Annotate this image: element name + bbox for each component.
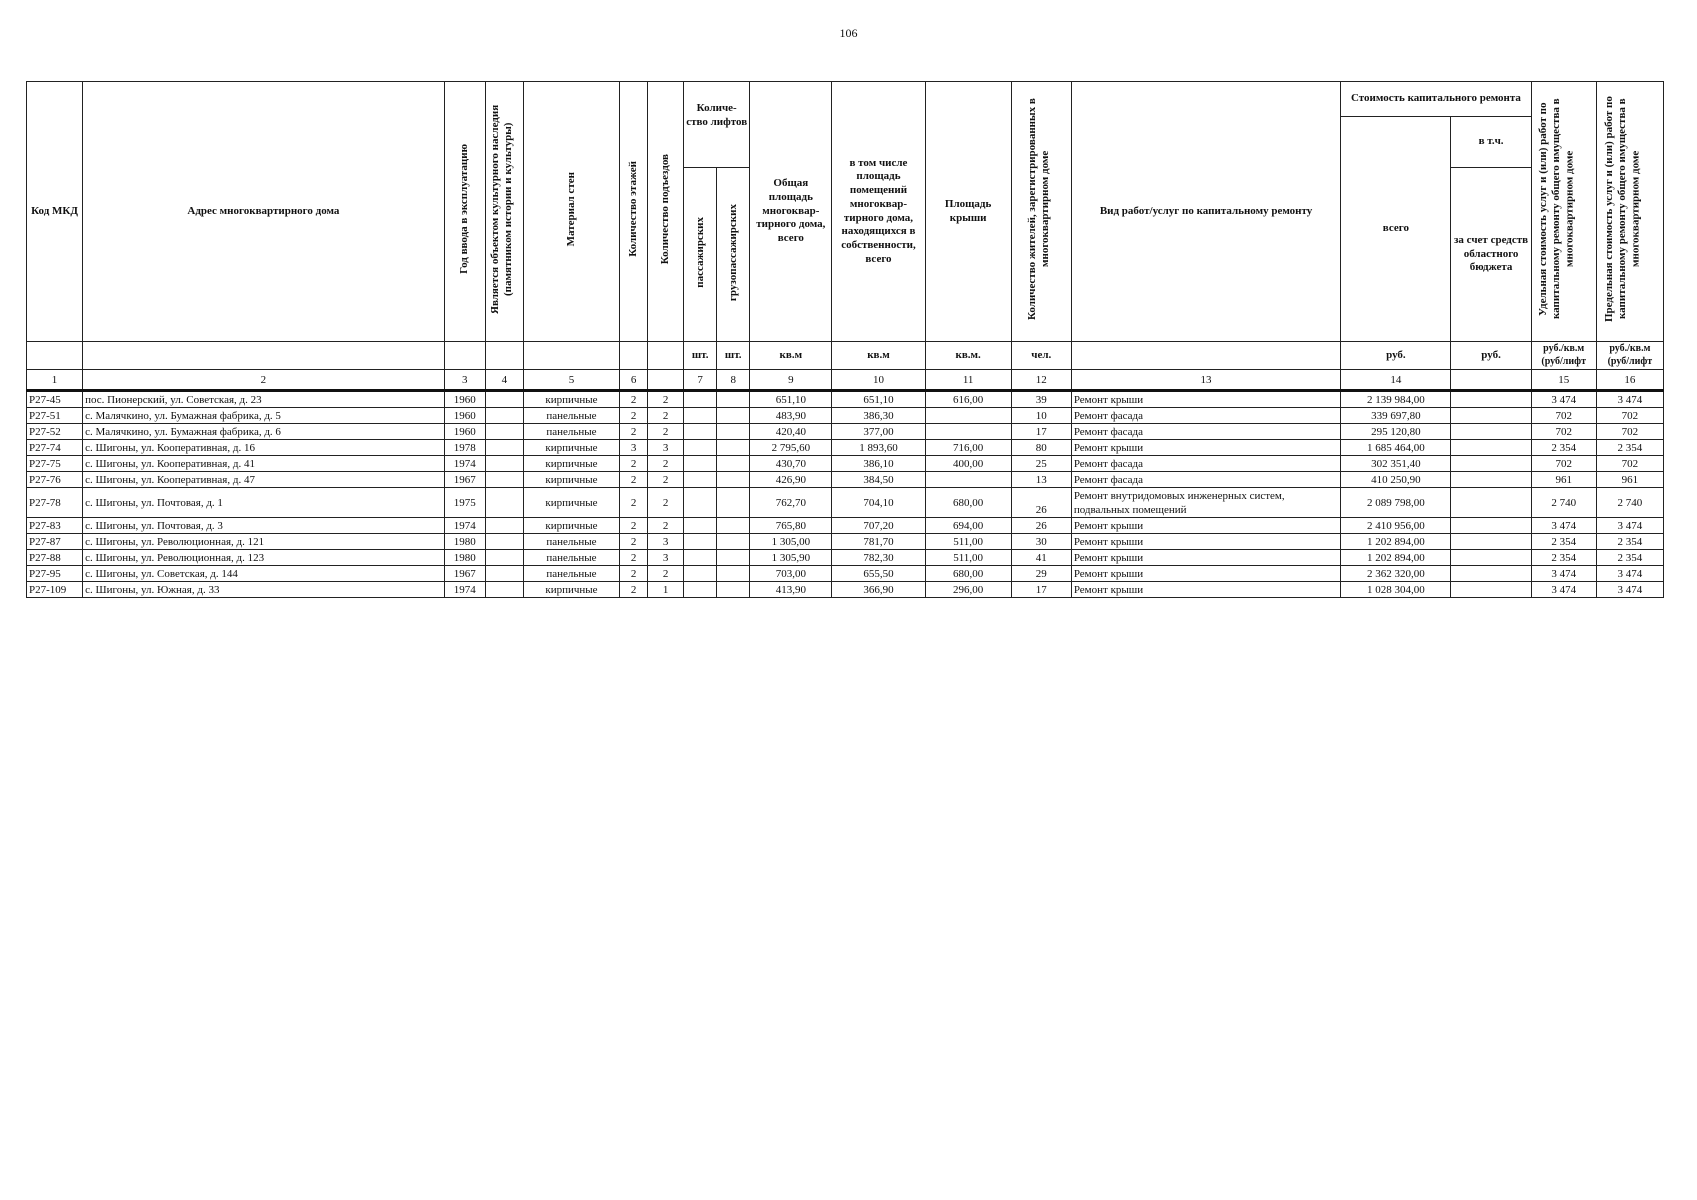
work-type-cell: Ремонт фасада bbox=[1071, 424, 1340, 440]
unit-cost-cell: 3 474 bbox=[1531, 566, 1596, 582]
floors-cell: 2 bbox=[620, 424, 648, 440]
column-number: 3 bbox=[444, 370, 485, 391]
header-lifts: Количе-ство лифтов bbox=[684, 82, 750, 168]
table-body bbox=[27, 391, 1664, 598]
walls-cell: кирпичные bbox=[523, 488, 619, 518]
column-number: 11 bbox=[925, 370, 1011, 391]
max-cost-cell: 3 474 bbox=[1596, 391, 1663, 408]
walls-cell: кирпичные bbox=[523, 440, 619, 456]
code-cell: Р27-45 bbox=[27, 391, 83, 408]
header-entrances: Количество подъездов bbox=[659, 154, 672, 265]
cost-regional-cell bbox=[1451, 408, 1531, 424]
total-area-cell: 762,70 bbox=[750, 488, 832, 518]
header-unit-cost: Удельная стоимость услуг и (или) работ по капитальному ремонту общего имущества в многоквартирном доме bbox=[1536, 98, 1576, 320]
roof-area-cell: 680,00 bbox=[925, 566, 1011, 582]
year-cell: 1974 bbox=[444, 582, 485, 598]
cost-cell: 302 351,40 bbox=[1341, 456, 1451, 472]
heritage-cell bbox=[485, 582, 523, 598]
header-floors: Количество этажей bbox=[626, 161, 639, 257]
owned-area-cell: 655,50 bbox=[832, 566, 925, 582]
year-cell: 1960 bbox=[444, 408, 485, 424]
code-cell: Р27-83 bbox=[27, 518, 83, 534]
column-number: 2 bbox=[83, 370, 445, 391]
unit-cost-cell: 702 bbox=[1531, 456, 1596, 472]
cost-regional-cell bbox=[1451, 534, 1531, 550]
column-number: 7 bbox=[684, 370, 717, 391]
table-row bbox=[27, 391, 1664, 408]
walls-cell: кирпичные bbox=[523, 472, 619, 488]
entrances-cell: 2 bbox=[648, 488, 684, 518]
roof-area-cell: 680,00 bbox=[925, 488, 1011, 518]
lifts-passenger-cell bbox=[684, 550, 717, 566]
lifts-cargo-cell bbox=[717, 424, 750, 440]
column-number: 15 bbox=[1531, 370, 1596, 391]
column-number: 4 bbox=[485, 370, 523, 391]
walls-cell: панельные bbox=[523, 550, 619, 566]
header-heritage: Является объектом культурного наследия (памятником истории и культуры) bbox=[489, 104, 515, 314]
roof-area-cell: 616,00 bbox=[925, 391, 1011, 408]
code-cell: Р27-78 bbox=[27, 488, 83, 518]
roof-area-cell: 296,00 bbox=[925, 582, 1011, 598]
header-year: Год ввода в эксплуатацию bbox=[458, 144, 471, 275]
cost-regional-cell bbox=[1451, 424, 1531, 440]
year-cell: 1975 bbox=[444, 488, 485, 518]
residents-cell: 13 bbox=[1011, 472, 1071, 488]
work-type-cell: Ремонт фасада bbox=[1071, 456, 1340, 472]
heritage-cell bbox=[485, 424, 523, 440]
table-row bbox=[27, 472, 1664, 488]
lifts-passenger-cell bbox=[684, 440, 717, 456]
total-area-cell: 2 795,60 bbox=[750, 440, 832, 456]
code-cell: Р27-76 bbox=[27, 472, 83, 488]
lifts-passenger-cell bbox=[684, 391, 717, 408]
heritage-cell bbox=[485, 550, 523, 566]
residents-cell: 17 bbox=[1011, 582, 1071, 598]
address-cell: с. Малячкино, ул. Бумажная фабрика, д. 6 bbox=[83, 424, 445, 440]
entrances-cell: 2 bbox=[648, 566, 684, 582]
header-lifts-passenger: пассажирских bbox=[693, 216, 706, 288]
table-row bbox=[27, 424, 1664, 440]
floors-cell: 2 bbox=[620, 488, 648, 518]
lifts-passenger-cell bbox=[684, 518, 717, 534]
entrances-cell: 2 bbox=[648, 391, 684, 408]
lifts-passenger-cell bbox=[684, 534, 717, 550]
residents-cell: 80 bbox=[1011, 440, 1071, 456]
year-cell: 1974 bbox=[444, 518, 485, 534]
floors-cell: 2 bbox=[620, 518, 648, 534]
unit-cost-cell: 3 474 bbox=[1531, 518, 1596, 534]
cost-cell: 1 202 894,00 bbox=[1341, 550, 1451, 566]
column-number: 5 bbox=[523, 370, 619, 391]
unit-cell: руб. bbox=[1341, 342, 1451, 370]
table-header bbox=[27, 82, 1664, 391]
heritage-cell bbox=[485, 488, 523, 518]
header-address: Адрес многоквартирного дома bbox=[83, 82, 445, 342]
cost-regional-cell bbox=[1451, 488, 1531, 518]
address-cell: с. Шигоны, ул. Советская, д. 144 bbox=[83, 566, 445, 582]
floors-cell: 2 bbox=[620, 472, 648, 488]
roof-area-cell: 694,00 bbox=[925, 518, 1011, 534]
roof-area-cell: 511,00 bbox=[925, 550, 1011, 566]
floors-cell: 2 bbox=[620, 582, 648, 598]
table-row bbox=[27, 550, 1664, 566]
unit-cost-cell: 3 474 bbox=[1531, 582, 1596, 598]
entrances-cell: 3 bbox=[648, 440, 684, 456]
column-number: 1 bbox=[27, 370, 83, 391]
max-cost-cell: 2 354 bbox=[1596, 440, 1663, 456]
work-type-cell: Ремонт крыши bbox=[1071, 550, 1340, 566]
owned-area-cell: 366,90 bbox=[832, 582, 925, 598]
total-area-cell: 1 305,00 bbox=[750, 534, 832, 550]
code-cell: Р27-88 bbox=[27, 550, 83, 566]
max-cost-cell: 3 474 bbox=[1596, 582, 1663, 598]
heritage-cell bbox=[485, 518, 523, 534]
residents-cell: 41 bbox=[1011, 550, 1071, 566]
roof-area-cell: 400,00 bbox=[925, 456, 1011, 472]
cost-regional-cell bbox=[1451, 518, 1531, 534]
max-cost-cell: 2 740 bbox=[1596, 488, 1663, 518]
header-cost-incl: в т.ч. bbox=[1451, 117, 1531, 168]
header-walls: Материал стен bbox=[564, 171, 577, 247]
cost-cell: 2 362 320,00 bbox=[1341, 566, 1451, 582]
lifts-cargo-cell bbox=[717, 391, 750, 408]
max-cost-cell: 3 474 bbox=[1596, 518, 1663, 534]
owned-area-cell: 781,70 bbox=[832, 534, 925, 550]
address-cell: с. Шигоны, ул. Почтовая, д. 1 bbox=[83, 488, 445, 518]
column-number: 13 bbox=[1071, 370, 1340, 391]
total-area-cell: 765,80 bbox=[750, 518, 832, 534]
entrances-cell: 2 bbox=[648, 518, 684, 534]
lifts-cargo-cell bbox=[717, 582, 750, 598]
floors-cell: 2 bbox=[620, 408, 648, 424]
unit-cell: руб./кв.м (руб/лифт bbox=[1531, 342, 1596, 370]
unit-cell: кв.м bbox=[750, 342, 832, 370]
unit-cell: шт. bbox=[684, 342, 717, 370]
unit-cost-cell: 2 354 bbox=[1531, 440, 1596, 456]
walls-cell: панельные bbox=[523, 566, 619, 582]
owned-area-cell: 707,20 bbox=[832, 518, 925, 534]
table-row bbox=[27, 566, 1664, 582]
unit-cost-cell: 3 474 bbox=[1531, 391, 1596, 408]
owned-area-cell: 384,50 bbox=[832, 472, 925, 488]
header-cost-regional: за счет средств областного бюджета bbox=[1451, 168, 1531, 342]
walls-cell: кирпичные bbox=[523, 391, 619, 408]
year-cell: 1967 bbox=[444, 566, 485, 582]
table-row bbox=[27, 408, 1664, 424]
roof-area-cell: 716,00 bbox=[925, 440, 1011, 456]
residents-cell: 10 bbox=[1011, 408, 1071, 424]
column-number: 9 bbox=[750, 370, 832, 391]
address-cell: с. Малячкино, ул. Бумажная фабрика, д. 5 bbox=[83, 408, 445, 424]
cost-regional-cell bbox=[1451, 472, 1531, 488]
cost-cell: 1 685 464,00 bbox=[1341, 440, 1451, 456]
cost-cell: 339 697,80 bbox=[1341, 408, 1451, 424]
max-cost-cell: 2 354 bbox=[1596, 550, 1663, 566]
roof-area-cell bbox=[925, 424, 1011, 440]
year-cell: 1980 bbox=[444, 550, 485, 566]
header-roof-area: Площадь крыши bbox=[925, 82, 1011, 342]
unit-cost-cell: 702 bbox=[1531, 408, 1596, 424]
max-cost-cell: 961 bbox=[1596, 472, 1663, 488]
unit-cell: шт. bbox=[717, 342, 750, 370]
owned-area-cell: 386,30 bbox=[832, 408, 925, 424]
column-number: 12 bbox=[1011, 370, 1071, 391]
total-area-cell: 651,10 bbox=[750, 391, 832, 408]
work-type-cell: Ремонт крыши bbox=[1071, 518, 1340, 534]
cost-cell: 1 028 304,00 bbox=[1341, 582, 1451, 598]
lifts-cargo-cell bbox=[717, 550, 750, 566]
residents-cell: 26 bbox=[1011, 488, 1071, 518]
walls-cell: панельные bbox=[523, 534, 619, 550]
year-cell: 1974 bbox=[444, 456, 485, 472]
residents-cell: 30 bbox=[1011, 534, 1071, 550]
address-cell: с. Шигоны, ул. Кооперативная, д. 47 bbox=[83, 472, 445, 488]
walls-cell: панельные bbox=[523, 408, 619, 424]
lifts-passenger-cell bbox=[684, 582, 717, 598]
work-type-cell: Ремонт крыши bbox=[1071, 391, 1340, 408]
heritage-cell bbox=[485, 472, 523, 488]
heritage-cell bbox=[485, 440, 523, 456]
code-cell: Р27-95 bbox=[27, 566, 83, 582]
column-number bbox=[648, 370, 684, 391]
lifts-cargo-cell bbox=[717, 566, 750, 582]
year-cell: 1960 bbox=[444, 391, 485, 408]
header-code: Код МКД bbox=[27, 82, 83, 342]
cost-regional-cell bbox=[1451, 440, 1531, 456]
table-row bbox=[27, 518, 1664, 534]
owned-area-cell: 377,00 bbox=[832, 424, 925, 440]
lifts-cargo-cell bbox=[717, 472, 750, 488]
header-max-cost: Предельная стоимость услуг и (или) работ по капитальному ремонту общего имущества в многоквартирном доме bbox=[1602, 96, 1642, 323]
table-row bbox=[27, 534, 1664, 550]
column-number: 10 bbox=[832, 370, 925, 391]
max-cost-cell: 702 bbox=[1596, 424, 1663, 440]
entrances-cell: 3 bbox=[648, 534, 684, 550]
floors-cell: 2 bbox=[620, 566, 648, 582]
cost-regional-cell bbox=[1451, 456, 1531, 472]
unit-cell: чел. bbox=[1011, 342, 1071, 370]
header-cost-total: всего bbox=[1341, 117, 1451, 342]
lifts-cargo-cell bbox=[717, 488, 750, 518]
floors-cell: 2 bbox=[620, 550, 648, 566]
address-cell: с. Шигоны, ул. Кооперативная, д. 16 bbox=[83, 440, 445, 456]
code-cell: Р27-109 bbox=[27, 582, 83, 598]
work-type-cell: Ремонт крыши bbox=[1071, 566, 1340, 582]
capital-repair-table bbox=[26, 81, 1664, 598]
code-cell: Р27-74 bbox=[27, 440, 83, 456]
work-type-cell: Ремонт фасада bbox=[1071, 472, 1340, 488]
address-cell: с. Шигоны, ул. Кооперативная, д. 41 bbox=[83, 456, 445, 472]
floors-cell: 2 bbox=[620, 391, 648, 408]
lifts-cargo-cell bbox=[717, 456, 750, 472]
work-type-cell: Ремонт внутридомовых инженерных систем, подвальных помещений bbox=[1071, 488, 1340, 518]
header-residents: Количество жителей, зарегистрированных в многоквартирном доме bbox=[1026, 98, 1052, 321]
unit-cell: руб. bbox=[1451, 342, 1531, 370]
table-row bbox=[27, 488, 1664, 518]
residents-cell: 25 bbox=[1011, 456, 1071, 472]
total-area-cell: 430,70 bbox=[750, 456, 832, 472]
heritage-cell bbox=[485, 566, 523, 582]
total-area-cell: 703,00 bbox=[750, 566, 832, 582]
column-number bbox=[1451, 370, 1531, 391]
max-cost-cell: 3 474 bbox=[1596, 566, 1663, 582]
owned-area-cell: 782,30 bbox=[832, 550, 925, 566]
total-area-cell: 426,90 bbox=[750, 472, 832, 488]
heritage-cell bbox=[485, 391, 523, 408]
work-type-cell: Ремонт крыши bbox=[1071, 440, 1340, 456]
year-cell: 1980 bbox=[444, 534, 485, 550]
max-cost-cell: 702 bbox=[1596, 456, 1663, 472]
unit-cell: руб./кв.м (руб/лифт bbox=[1596, 342, 1663, 370]
unit-cost-cell: 2 740 bbox=[1531, 488, 1596, 518]
walls-cell: кирпичные bbox=[523, 582, 619, 598]
cost-regional-cell bbox=[1451, 582, 1531, 598]
unit-cost-cell: 2 354 bbox=[1531, 550, 1596, 566]
residents-cell: 39 bbox=[1011, 391, 1071, 408]
owned-area-cell: 651,10 bbox=[832, 391, 925, 408]
unit-cost-cell: 702 bbox=[1531, 424, 1596, 440]
entrances-cell: 2 bbox=[648, 472, 684, 488]
roof-area-cell bbox=[925, 408, 1011, 424]
total-area-cell: 483,90 bbox=[750, 408, 832, 424]
total-area-cell: 1 305,90 bbox=[750, 550, 832, 566]
floors-cell: 3 bbox=[620, 440, 648, 456]
address-cell: с. Шигоны, ул. Революционная, д. 121 bbox=[83, 534, 445, 550]
address-cell: пос. Пионерский, ул. Советская, д. 23 bbox=[83, 391, 445, 408]
heritage-cell bbox=[485, 408, 523, 424]
code-cell: Р27-51 bbox=[27, 408, 83, 424]
lifts-cargo-cell bbox=[717, 534, 750, 550]
cost-regional-cell bbox=[1451, 550, 1531, 566]
entrances-cell: 1 bbox=[648, 582, 684, 598]
heritage-cell bbox=[485, 456, 523, 472]
cost-regional-cell bbox=[1451, 391, 1531, 408]
header-owned-area: в том числе площадь помещений многоквар-тирного дома, находящихся в собственности, всего bbox=[832, 82, 925, 342]
owned-area-cell: 386,10 bbox=[832, 456, 925, 472]
column-number: 6 bbox=[620, 370, 648, 391]
work-type-cell: Ремонт крыши bbox=[1071, 534, 1340, 550]
page-number: 106 bbox=[839, 26, 858, 40]
max-cost-cell: 2 354 bbox=[1596, 534, 1663, 550]
residents-cell: 26 bbox=[1011, 518, 1071, 534]
lifts-cargo-cell bbox=[717, 518, 750, 534]
residents-cell: 29 bbox=[1011, 566, 1071, 582]
floors-cell: 2 bbox=[620, 534, 648, 550]
entrances-cell: 2 bbox=[648, 456, 684, 472]
work-type-cell: Ремонт крыши bbox=[1071, 582, 1340, 598]
residents-cell: 17 bbox=[1011, 424, 1071, 440]
address-cell: с. Шигоны, ул. Революционная, д. 123 bbox=[83, 550, 445, 566]
cost-cell: 410 250,90 bbox=[1341, 472, 1451, 488]
cost-cell: 2 089 798,00 bbox=[1341, 488, 1451, 518]
owned-area-cell: 704,10 bbox=[832, 488, 925, 518]
lifts-cargo-cell bbox=[717, 440, 750, 456]
max-cost-cell: 702 bbox=[1596, 408, 1663, 424]
address-cell: с. Шигоны, ул. Почтовая, д. 3 bbox=[83, 518, 445, 534]
code-cell: Р27-87 bbox=[27, 534, 83, 550]
year-cell: 1967 bbox=[444, 472, 485, 488]
code-cell: Р27-52 bbox=[27, 424, 83, 440]
lifts-passenger-cell bbox=[684, 456, 717, 472]
lifts-cargo-cell bbox=[717, 408, 750, 424]
entrances-cell: 3 bbox=[648, 550, 684, 566]
address-cell: с. Шигоны, ул. Южная, д. 33 bbox=[83, 582, 445, 598]
lifts-passenger-cell bbox=[684, 472, 717, 488]
walls-cell: кирпичные bbox=[523, 518, 619, 534]
work-type-cell: Ремонт фасада bbox=[1071, 408, 1340, 424]
year-cell: 1978 bbox=[444, 440, 485, 456]
cost-cell: 295 120,80 bbox=[1341, 424, 1451, 440]
unit-cell: кв.м bbox=[832, 342, 925, 370]
lifts-passenger-cell bbox=[684, 408, 717, 424]
total-area-cell: 420,40 bbox=[750, 424, 832, 440]
year-cell: 1960 bbox=[444, 424, 485, 440]
cost-cell: 2 139 984,00 bbox=[1341, 391, 1451, 408]
column-number: 8 bbox=[717, 370, 750, 391]
table-row bbox=[27, 456, 1664, 472]
unit-cost-cell: 961 bbox=[1531, 472, 1596, 488]
cost-regional-cell bbox=[1451, 566, 1531, 582]
unit-cost-cell: 2 354 bbox=[1531, 534, 1596, 550]
floors-cell: 2 bbox=[620, 456, 648, 472]
lifts-passenger-cell bbox=[684, 488, 717, 518]
cost-cell: 1 202 894,00 bbox=[1341, 534, 1451, 550]
entrances-cell: 2 bbox=[648, 408, 684, 424]
roof-area-cell bbox=[925, 472, 1011, 488]
unit-cell: кв.м. bbox=[925, 342, 1011, 370]
walls-cell: кирпичные bbox=[523, 456, 619, 472]
header-cost: Стоимость капитального ремонта bbox=[1341, 82, 1531, 117]
owned-area-cell: 1 893,60 bbox=[832, 440, 925, 456]
table-row bbox=[27, 582, 1664, 598]
heritage-cell bbox=[485, 534, 523, 550]
lifts-passenger-cell bbox=[684, 424, 717, 440]
entrances-cell: 2 bbox=[648, 424, 684, 440]
column-numbers-row bbox=[27, 370, 1664, 391]
walls-cell: панельные bbox=[523, 424, 619, 440]
total-area-cell: 413,90 bbox=[750, 582, 832, 598]
code-cell: Р27-75 bbox=[27, 456, 83, 472]
column-number: 16 bbox=[1596, 370, 1663, 391]
units-row bbox=[27, 342, 1664, 370]
cost-cell: 2 410 956,00 bbox=[1341, 518, 1451, 534]
header-total-area: Общая площадь многоквар-тирного дома, всего bbox=[750, 82, 832, 342]
column-number: 14 bbox=[1341, 370, 1451, 391]
table-row bbox=[27, 440, 1664, 456]
roof-area-cell: 511,00 bbox=[925, 534, 1011, 550]
header-lifts-cargo: грузопассажирских bbox=[726, 203, 739, 301]
lifts-passenger-cell bbox=[684, 566, 717, 582]
header-work-type: Вид работ/услуг по капитальному ремонту bbox=[1071, 82, 1340, 342]
